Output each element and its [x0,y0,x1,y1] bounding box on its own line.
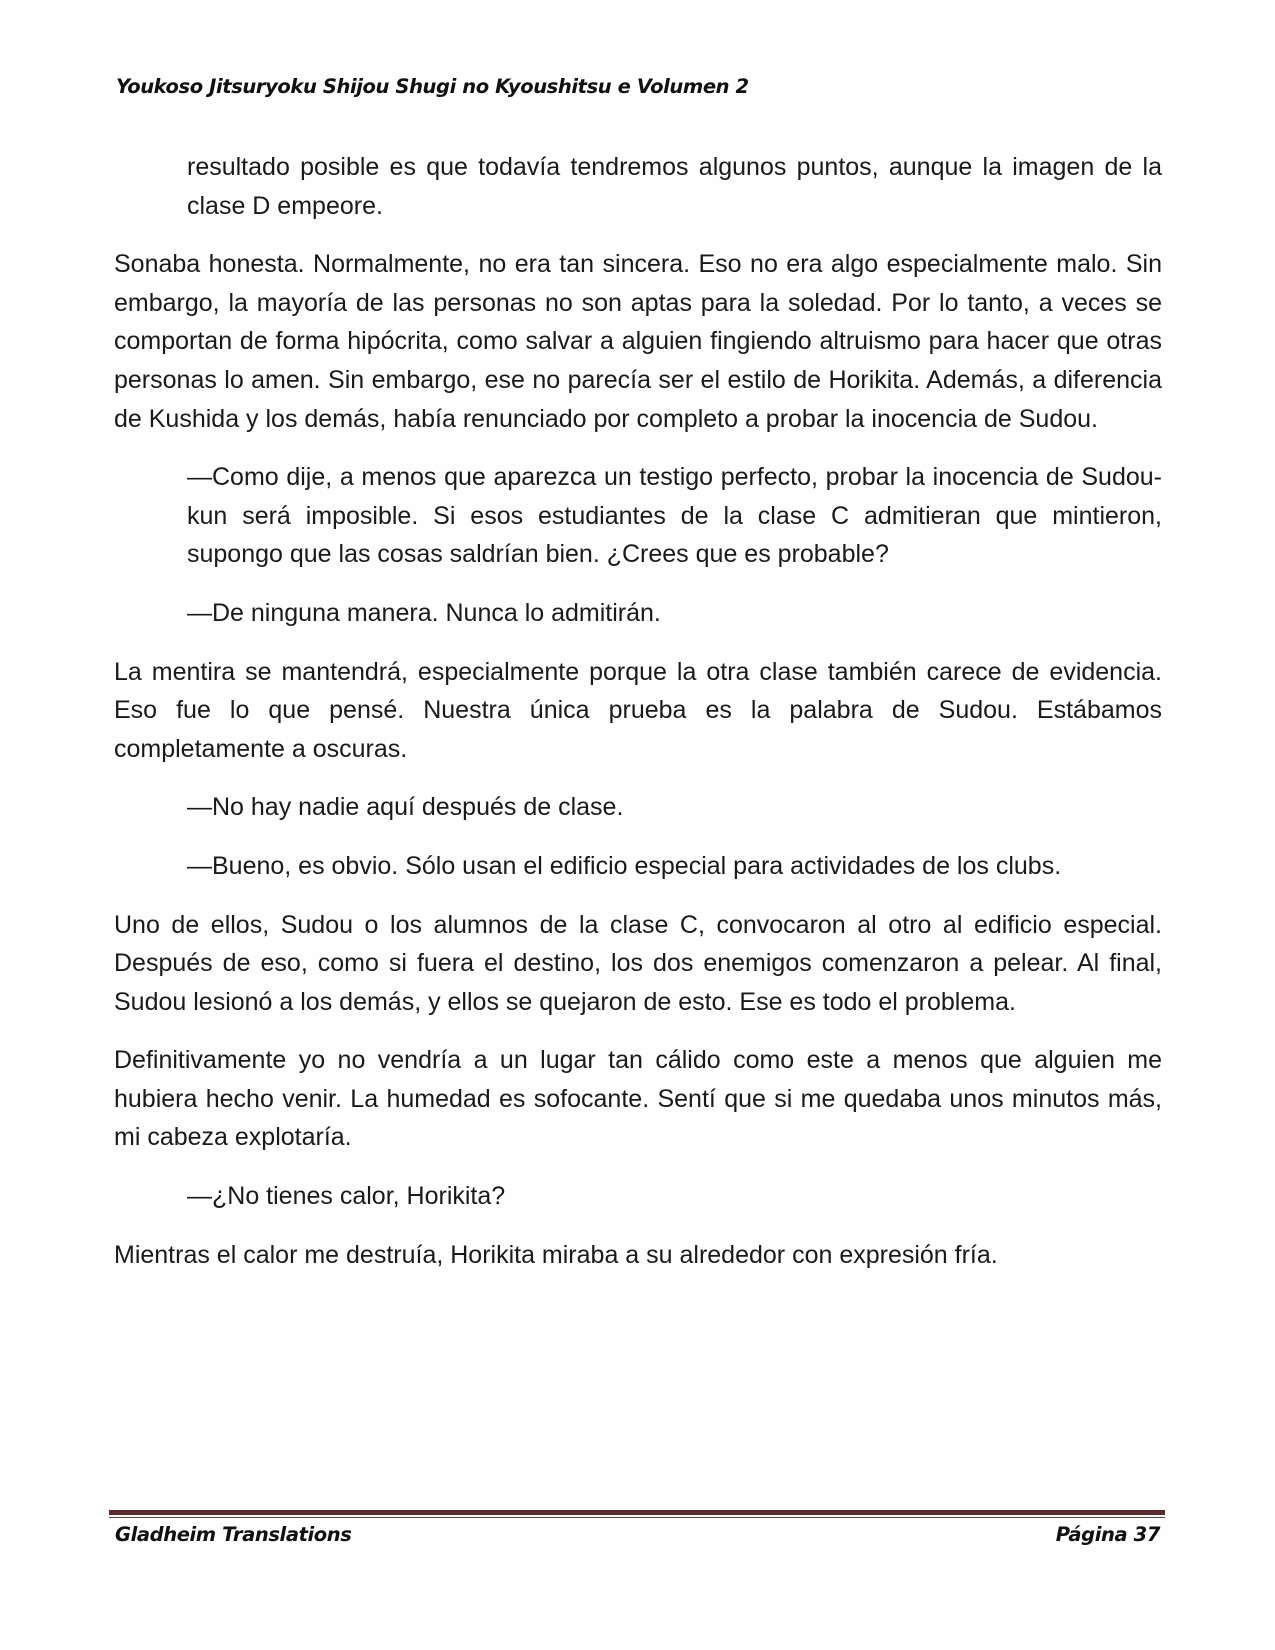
footer-translator-credit: Gladheim Translations [115,1523,352,1546]
paragraph-narration: Uno de ellos, Sudou o los alumnos de la clase C, convocaron al otro al edificio especial. Después de eso, como si fuera el destino, los dos enemigos comenzaron a pelear. Al final, Sudou lesionó a los demás, y ellos se quejaron de esto. Ese es todo el problema. [114,910,1162,1016]
running-header-title: Youkoso Jitsuryoku Shijou Shugi no Kyoushitsu e Volumen 2 [116,75,749,98]
paragraph-dialogue: —De ninguna manera. Nunca lo admitirán. [187,598,661,627]
footer-page-number: Página 37 [1055,1523,1160,1546]
paragraph-dialogue: —Bueno, es obvio. Sólo usan el edificio especial para actividades de los clubs. [187,851,1062,880]
paragraph-narration: Sonaba honesta. Normalmente, no era tan sincera. Eso no era algo especialmente malo. Sin embargo, la mayoría de las personas no son aptas para la soledad. Por lo tanto, a veces se comportan de forma hipócrita, como salvar a alguien fingiendo altruismo para hacer que otras personas lo amen. Sin embargo, ese no parecía ser el estilo de Horikita. Además, a diferencia de Kushida y los demás, había renunciado por completo a probar la inocencia de Sudou. [114,250,1162,433]
paragraph-dialogue: resultado posible es que todavía tendremos algunos puntos, aunque la imagen de la clase D empeore. [187,153,1162,220]
paragraph-narration: La mentira se mantendrá, especialmente porque la otra clase también carece de evidencia. Eso fue lo que pensé. Nuestra única prueba es la palabra de Sudou. Estábamos completamente a oscuras. [114,657,1162,763]
paragraph-narration: Mientras el calor me destruía, Horikita miraba a su alrededor con expresión fría. [114,1240,998,1269]
footer-divider-thick-line [109,1510,1165,1515]
footer-divider-thin-line [109,1517,1165,1518]
paragraph-dialogue: —Como dije, a menos que aparezca un testigo perfecto, probar la inocencia de Sudou-kun será imposible. Si esos estudiantes de la clase C admitieran que mintieron, supongo que las cosas saldrían bien. ¿Crees que es probable? [187,463,1162,569]
body-text [114,148,1162,1294]
paragraph-dialogue: —No hay nadie aquí después de clase. [187,793,624,822]
footer-divider [109,1510,1165,1518]
paragraph-narration: Definitivamente yo no vendría a un lugar tan cálido como este a menos que alguien me hubiera hecho venir. La humedad es sofocante. Sentí que si me quedaba unos minutos más, mi cabeza explotaría. [114,1046,1162,1152]
paragraph-dialogue: —¿No tienes calor, Horikita? [187,1182,506,1211]
